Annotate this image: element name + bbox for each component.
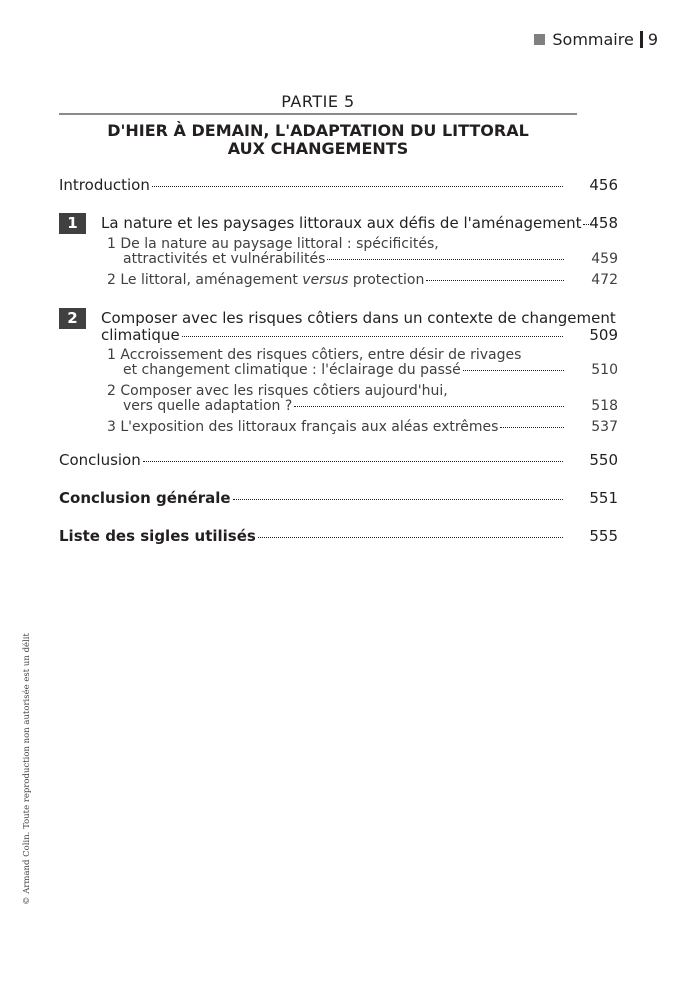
toc-entry-introduction[interactable] [59, 176, 618, 194]
toc-page: 509 [589, 326, 618, 344]
chapter-1-badge: 1 [59, 213, 86, 234]
leader-dots [500, 427, 564, 428]
running-header [534, 30, 658, 49]
toc-subentry-2-1[interactable] [123, 362, 618, 378]
toc-page: 472 [591, 272, 618, 288]
part-label: PARTIE 5 [281, 92, 355, 111]
part-divider [59, 113, 577, 115]
toc-subentry-2-2-line-1[interactable]: 2 Composer avec les risques côtiers aujourd'hui, [107, 383, 448, 399]
leader-dots [258, 537, 563, 538]
toc-label: climatique [101, 326, 180, 344]
part-title-line-2: AUX CHANGEMENTS [227, 139, 409, 158]
toc-page: 518 [591, 398, 618, 414]
toc-entry-chapter-2-line-1[interactable]: Composer avec les risques côtiers dans un contexte de changement [101, 309, 616, 327]
toc-label: 2 Le littoral, aménagement versus protection [107, 272, 425, 288]
leader-dots [152, 186, 563, 187]
toc-label: vers quelle adaptation ? [123, 398, 293, 414]
leader-dots [143, 461, 563, 462]
header-separator [640, 31, 643, 48]
leader-dots [294, 406, 564, 407]
toc-page: 459 [591, 251, 618, 267]
toc-label: La nature et les paysages littoraux aux défis de l'aménagement [101, 214, 582, 232]
square-icon [534, 34, 545, 45]
toc-label: et changement climatique : l'éclairage du passé [123, 362, 461, 378]
toc-subentry-2-2[interactable] [123, 398, 618, 414]
leader-dots [426, 280, 564, 281]
toc-label: Liste des sigles utilisés [59, 527, 256, 545]
leader-dots [182, 336, 563, 337]
toc-subentry-2-3[interactable] [107, 419, 618, 435]
toc-page: 551 [589, 489, 618, 507]
part-title-line-1: D'HIER À DEMAIN, L'ADAPTATION DU LITTORAL [107, 121, 529, 140]
leader-dots [463, 370, 564, 371]
toc-subentry-1-1-line-1[interactable]: 1 De la nature au paysage littoral : spécificités, [107, 236, 439, 252]
toc-label: 3 L'exposition des littoraux français aux aléas extrêmes [107, 419, 499, 435]
toc-label: Conclusion générale [59, 489, 231, 507]
toc-label: Conclusion [59, 451, 141, 469]
toc-subentry-2-1-line-1[interactable]: 1 Accroissement des risques côtiers, entre désir de rivages [107, 347, 522, 363]
copyright-notice: © Armand Colin. Toute reproduction non autorisée est un délit [22, 633, 32, 905]
toc-entry-chapter-2[interactable] [101, 326, 618, 344]
toc-page: 537 [591, 419, 618, 435]
toc-page: 458 [589, 214, 618, 232]
header-title: Sommaire [552, 30, 634, 49]
toc-entry-conclusion-generale[interactable] [59, 489, 618, 507]
toc-subentry-1-2[interactable] [107, 272, 618, 288]
part-title [59, 122, 577, 158]
header-page-number: 9 [647, 30, 658, 49]
toc-label: Introduction [59, 176, 150, 194]
toc-page: 456 [589, 176, 618, 194]
toc-entry-conclusion[interactable] [59, 451, 618, 469]
toc-page: 550 [589, 451, 618, 469]
toc-page: 510 [591, 362, 618, 378]
toc-subentry-1-1[interactable] [123, 251, 618, 267]
toc-page: 555 [589, 527, 618, 545]
chapter-2-badge: 2 [59, 308, 86, 329]
leader-dots [233, 499, 563, 500]
toc-entry-liste-des-sigles[interactable] [59, 527, 618, 545]
toc-label: attractivités et vulnérabilités [123, 251, 326, 267]
leader-dots [327, 259, 564, 260]
toc-entry-chapter-1[interactable] [101, 214, 618, 232]
